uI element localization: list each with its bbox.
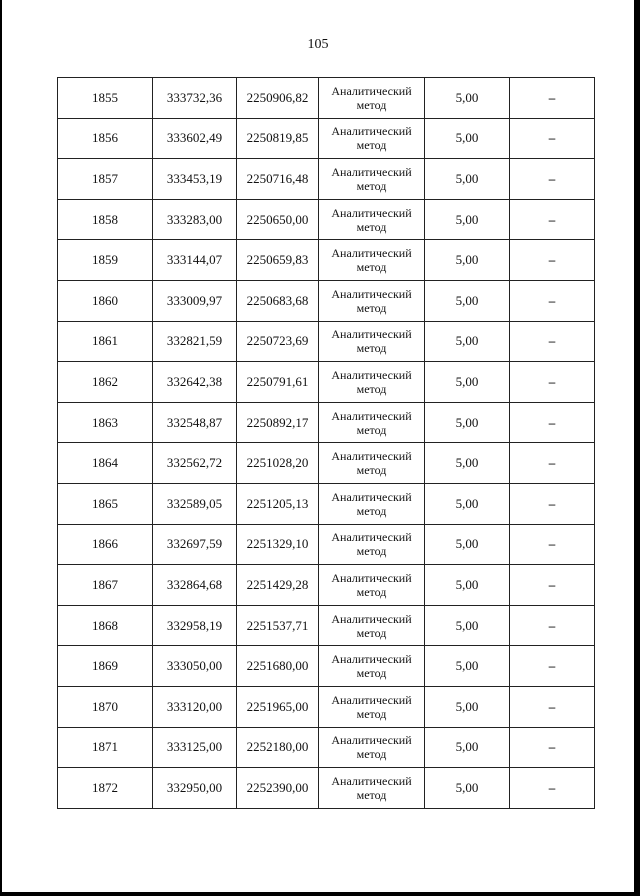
method-line-1: Аналитический [331,286,412,301]
note-cell: – [510,443,595,484]
method-cell [319,443,425,484]
point-number-cell: 1858 [58,199,153,240]
table-row [58,118,595,159]
x-coordinate-cell: 332958,19 [153,605,237,646]
y-coordinate-cell: 2252390,00 [237,768,319,809]
point-number-cell: 1870 [58,686,153,727]
point-number-cell: 1866 [58,524,153,565]
x-coordinate-cell: 333602,49 [153,118,237,159]
table-row [58,565,595,606]
method-line-1: Аналитический [331,489,412,504]
precision-cell: 5,00 [425,443,510,484]
precision-cell: 5,00 [425,727,510,768]
method-line-1: Аналитический [331,652,412,667]
y-coordinate-cell: 2250683,68 [237,280,319,321]
method-cell [319,524,425,565]
table-row [58,240,595,281]
method-line-1: Аналитический [331,530,412,545]
method-line-2: метод [356,625,387,640]
y-coordinate-cell: 2252180,00 [237,727,319,768]
x-coordinate-cell: 332697,59 [153,524,237,565]
note-cell: – [510,483,595,524]
method-cell [319,565,425,606]
x-coordinate-cell: 332642,38 [153,362,237,403]
point-number-cell: 1860 [58,280,153,321]
precision-cell: 5,00 [425,240,510,281]
method-line-1: Аналитический [331,327,412,342]
point-number-cell: 1856 [58,118,153,159]
note-cell: – [510,362,595,403]
y-coordinate-cell: 2250819,85 [237,118,319,159]
y-coordinate-cell: 2251537,71 [237,605,319,646]
y-coordinate-cell: 2251329,10 [237,524,319,565]
method-cell [319,483,425,524]
table-row [58,159,595,200]
x-coordinate-cell: 333283,00 [153,199,237,240]
table-row [58,362,595,403]
method-cell [319,605,425,646]
precision-cell: 5,00 [425,362,510,403]
table-row [58,280,595,321]
note-cell: – [510,240,595,281]
x-coordinate-cell: 333125,00 [153,727,237,768]
y-coordinate-cell: 2250659,83 [237,240,319,281]
precision-cell: 5,00 [425,524,510,565]
y-coordinate-cell: 2250906,82 [237,78,319,119]
point-number-cell: 1872 [58,768,153,809]
precision-cell: 5,00 [425,686,510,727]
precision-cell: 5,00 [425,646,510,687]
method-cell [319,159,425,200]
method-cell [319,646,425,687]
point-number-cell: 1859 [58,240,153,281]
x-coordinate-cell: 333009,97 [153,280,237,321]
method-line-2: метод [356,219,387,234]
point-number-cell: 1855 [58,78,153,119]
method-cell [319,321,425,362]
note-cell: – [510,727,595,768]
method-cell [319,118,425,159]
table-row [58,646,595,687]
x-coordinate-cell: 333732,36 [153,78,237,119]
x-coordinate-cell: 333050,00 [153,646,237,687]
method-line-2: метод [356,666,387,681]
y-coordinate-cell: 2251680,00 [237,646,319,687]
table-row [58,605,595,646]
note-cell: – [510,321,595,362]
table-row [58,768,595,809]
table-row [58,78,595,119]
point-number-cell: 1867 [58,565,153,606]
method-cell [319,78,425,119]
method-line-2: метод [356,706,387,721]
y-coordinate-cell: 2251028,20 [237,443,319,484]
note-cell: – [510,524,595,565]
y-coordinate-cell: 2250791,61 [237,362,319,403]
x-coordinate-cell: 332562,72 [153,443,237,484]
method-line-2: метод [356,97,387,112]
note-cell: – [510,605,595,646]
method-line-2: метод [356,422,387,437]
note-cell: – [510,686,595,727]
point-number-cell: 1864 [58,443,153,484]
method-line-1: Аналитический [331,733,412,748]
method-cell [319,240,425,281]
method-line-2: метод [356,381,387,396]
method-cell [319,686,425,727]
y-coordinate-cell: 2250716,48 [237,159,319,200]
document-page [2,0,634,892]
table-row [58,727,595,768]
table-body [58,78,595,809]
method-line-1: Аналитический [331,449,412,464]
note-cell: – [510,565,595,606]
method-line-2: метод [356,138,387,153]
y-coordinate-cell: 2251205,13 [237,483,319,524]
method-line-2: метод [356,503,387,518]
point-number-cell: 1869 [58,646,153,687]
method-cell [319,199,425,240]
page-number: 105 [307,37,329,52]
method-line-1: Аналитический [331,246,412,261]
note-cell: – [510,280,595,321]
precision-cell: 5,00 [425,483,510,524]
y-coordinate-cell: 2251965,00 [237,686,319,727]
method-line-1: Аналитический [331,205,412,220]
method-line-2: метод [356,300,387,315]
method-line-2: метод [356,787,387,802]
point-number-cell: 1863 [58,402,153,443]
precision-cell: 5,00 [425,118,510,159]
method-cell [319,768,425,809]
precision-cell: 5,00 [425,159,510,200]
point-number-cell: 1857 [58,159,153,200]
precision-cell: 5,00 [425,78,510,119]
method-line-1: Аналитический [331,83,412,98]
x-coordinate-cell: 332950,00 [153,768,237,809]
x-coordinate-cell: 332821,59 [153,321,237,362]
table-row [58,199,595,240]
table-row [58,321,595,362]
precision-cell: 5,00 [425,321,510,362]
x-coordinate-cell: 332548,87 [153,402,237,443]
precision-cell: 5,00 [425,280,510,321]
x-coordinate-cell: 332589,05 [153,483,237,524]
note-cell: – [510,118,595,159]
note-cell: – [510,402,595,443]
note-cell: – [510,78,595,119]
precision-cell: 5,00 [425,768,510,809]
note-cell: – [510,768,595,809]
method-line-2: метод [356,341,387,356]
method-line-2: метод [356,260,387,275]
point-number-cell: 1862 [58,362,153,403]
method-line-1: Аналитический [331,164,412,179]
table-row [58,483,595,524]
coordinates-table [57,77,595,809]
point-number-cell: 1868 [58,605,153,646]
method-line-2: метод [356,544,387,559]
method-line-2: метод [356,747,387,762]
x-coordinate-cell: 332864,68 [153,565,237,606]
y-coordinate-cell: 2251429,28 [237,565,319,606]
precision-cell: 5,00 [425,605,510,646]
method-line-1: Аналитический [331,124,412,139]
method-line-1: Аналитический [331,408,412,423]
y-coordinate-cell: 2250650,00 [237,199,319,240]
point-number-cell: 1871 [58,727,153,768]
table-row [58,524,595,565]
y-coordinate-cell: 2250723,69 [237,321,319,362]
method-cell [319,362,425,403]
precision-cell: 5,00 [425,565,510,606]
note-cell: – [510,646,595,687]
x-coordinate-cell: 333144,07 [153,240,237,281]
point-number-cell: 1861 [58,321,153,362]
method-line-2: метод [356,463,387,478]
method-line-2: метод [356,584,387,599]
method-cell [319,727,425,768]
point-number-cell: 1865 [58,483,153,524]
precision-cell: 5,00 [425,402,510,443]
method-line-1: Аналитический [331,692,412,707]
y-coordinate-cell: 2250892,17 [237,402,319,443]
method-line-1: Аналитический [331,570,412,585]
note-cell: – [510,159,595,200]
method-line-2: метод [356,178,387,193]
x-coordinate-cell: 333453,19 [153,159,237,200]
method-cell [319,402,425,443]
method-line-1: Аналитический [331,773,412,788]
method-line-1: Аналитический [331,611,412,626]
x-coordinate-cell: 333120,00 [153,686,237,727]
precision-cell: 5,00 [425,199,510,240]
table-row [58,402,595,443]
method-line-1: Аналитический [331,367,412,382]
table-row [58,686,595,727]
method-cell [319,280,425,321]
table-row [58,443,595,484]
note-cell: – [510,199,595,240]
